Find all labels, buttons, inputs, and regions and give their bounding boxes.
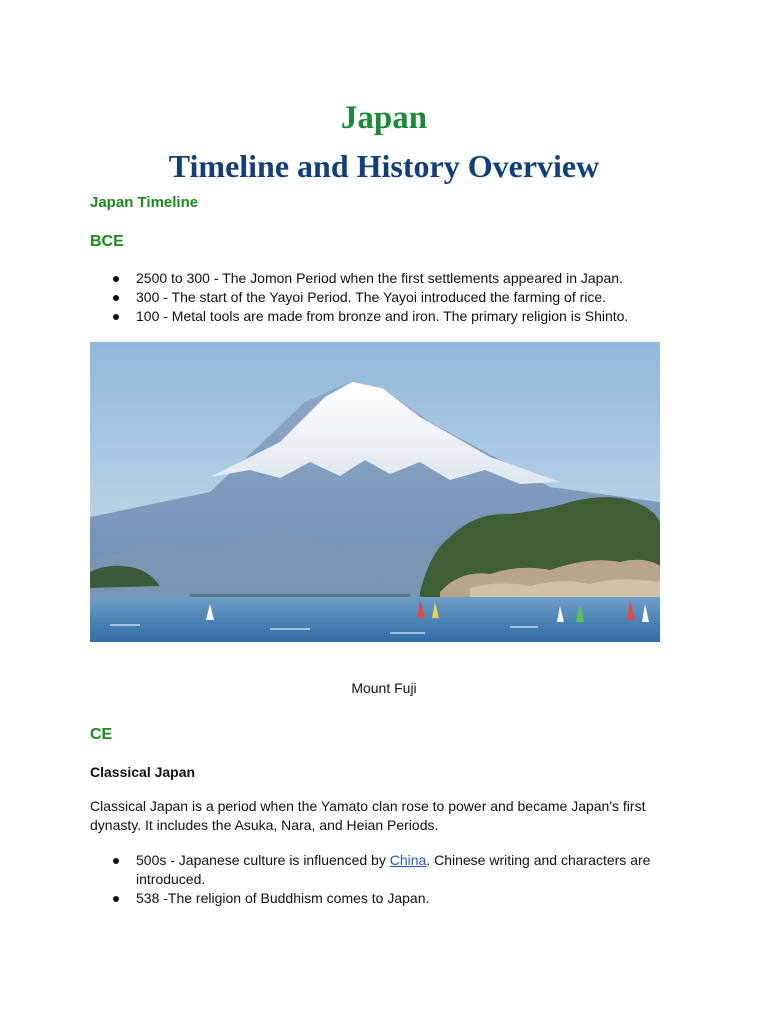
bullet-icon (113, 276, 119, 282)
ce-list (90, 851, 680, 908)
mount-fuji-photo (90, 342, 660, 642)
classical-japan-heading: Classical Japan (90, 764, 196, 780)
list-item-text-before: 500s - Japanese culture is influenced by (136, 852, 390, 868)
page-subtitle: Timeline and History Overview (168, 148, 600, 184)
list-item (90, 851, 680, 889)
ce-heading: CE (90, 726, 113, 743)
list-item (90, 307, 680, 326)
list-item (90, 889, 680, 908)
bce-list (90, 269, 680, 326)
bullet-icon (113, 858, 119, 864)
bce-heading: BCE (90, 233, 124, 250)
list-item-text: 538 -The religion of Buddhism comes to Japan. (136, 890, 430, 906)
bullet-icon (113, 295, 119, 301)
bullet-icon (113, 314, 119, 320)
image-caption: Mount Fuji (351, 680, 417, 696)
list-item (90, 269, 680, 288)
list-item-text: 2500 to 300 - The Jomon Period when the first settlements appeared in Japan. (136, 270, 623, 286)
timeline-heading: Japan Timeline (90, 194, 199, 211)
classical-japan-paragraph: Classical Japan is a period when the Yamato clan rose to power and became Japan's first dynasty. It includes the Asuka, Nara, and Heian Periods. (90, 798, 646, 833)
list-item (90, 288, 680, 307)
list-item-text-after: . Chinese writing and characters are introduced. (136, 852, 651, 887)
list-item-text: 300 - The start of the Yayoi Period. The Yayoi introduced the farming of rice. (136, 289, 607, 305)
list-item-text: 100 - Metal tools are made from bronze and iron. The primary religion is Shinto. (136, 308, 629, 324)
mount-fuji-image (90, 342, 660, 642)
page-title: Japan (340, 100, 428, 136)
china-link[interactable]: China (389, 852, 427, 868)
bullet-icon (113, 896, 119, 902)
